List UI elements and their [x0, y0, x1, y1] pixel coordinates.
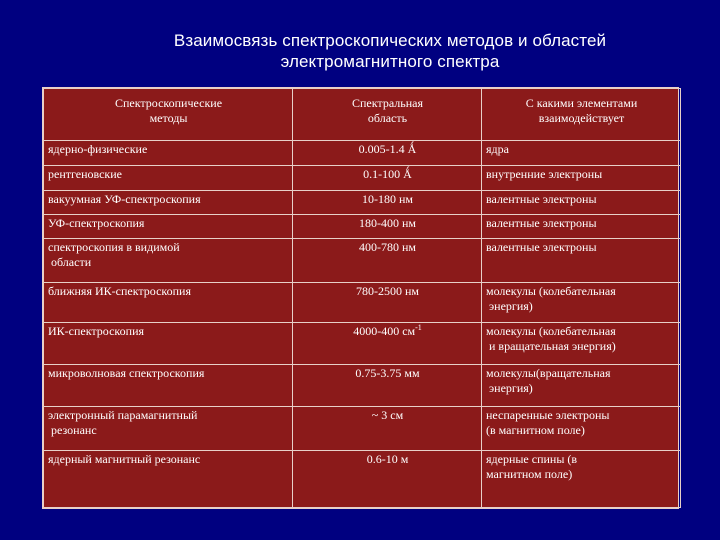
table-row: [44, 239, 681, 283]
cell-method: ядерный магнитный резонанс: [44, 451, 293, 508]
cell-interacts: валентные электроны: [482, 191, 681, 215]
cell-interacts: молекулы (колебательная и вращательная энергия): [482, 323, 681, 365]
cell-region: 0.6-10 м: [293, 451, 482, 508]
cell-method: ядерно-физические: [44, 141, 293, 166]
cell-region: ~ 3 см: [293, 407, 482, 451]
cell-method: спектроскопия в видимой области: [44, 239, 293, 283]
cell-method: УФ-спектроскопия: [44, 215, 293, 239]
table-row: [44, 141, 681, 166]
cell-interacts: молекулы(вращательная энергия): [482, 365, 681, 407]
cell-interacts: неспаренные электроны (в магнитном поле): [482, 407, 681, 451]
cell-region: 10-180 нм: [293, 191, 482, 215]
slide-title: [0, 30, 720, 72]
cell-interacts: ядерные спины (в магнитном поле): [482, 451, 681, 508]
table-row: [44, 283, 681, 323]
table-header-row: [44, 89, 681, 141]
cell-region: 180-400 нм: [293, 215, 482, 239]
cell-interacts: внутренние электроны: [482, 166, 681, 191]
cell-method: микроволновая спектроскопия: [44, 365, 293, 407]
table-row: [44, 451, 681, 508]
table-row: [44, 191, 681, 215]
slide-title-line-2: электромагнитного спектра: [280, 52, 500, 71]
cell-method: ближняя ИК-спектроскопия: [44, 283, 293, 323]
cell-method: вакуумная УФ-спектроскопия: [44, 191, 293, 215]
table-row: [44, 323, 681, 365]
cell-method: рентгеновские: [44, 166, 293, 191]
slide-title-line-1: Взаимосвязь спектроскопических методов и областей: [173, 31, 607, 50]
header-spectral-region: Спектральная область: [293, 89, 482, 141]
cell-region: 780-2500 нм: [293, 283, 482, 323]
header-interacting-elements: С какими элементами взаимодействует: [482, 89, 681, 141]
cell-interacts: валентные электроны: [482, 239, 681, 283]
table-row: [44, 215, 681, 239]
header-methods: Спектроскопические методы: [44, 89, 293, 141]
spectroscopy-table: [43, 88, 681, 508]
cell-method: электронный парамагнитный резонанс: [44, 407, 293, 451]
table-row: [44, 166, 681, 191]
cell-interacts: ядра: [482, 141, 681, 166]
cell-method: ИК-спектроскопия: [44, 323, 293, 365]
cell-region: 400-780 нм: [293, 239, 482, 283]
cell-region: 0.005-1.4 Ǻ: [293, 141, 482, 166]
table-row: [44, 407, 681, 451]
cell-interacts: молекулы (колебательная энергия): [482, 283, 681, 323]
cell-interacts: валентные электроны: [482, 215, 681, 239]
cell-region: 0.75-3.75 мм: [293, 365, 482, 407]
table-row: [44, 365, 681, 407]
cell-region: 0.1-100 Ǻ: [293, 166, 482, 191]
cell-region: 4000-400 $см^{-1}$: [293, 323, 482, 365]
spectroscopy-table-container: [42, 87, 679, 509]
